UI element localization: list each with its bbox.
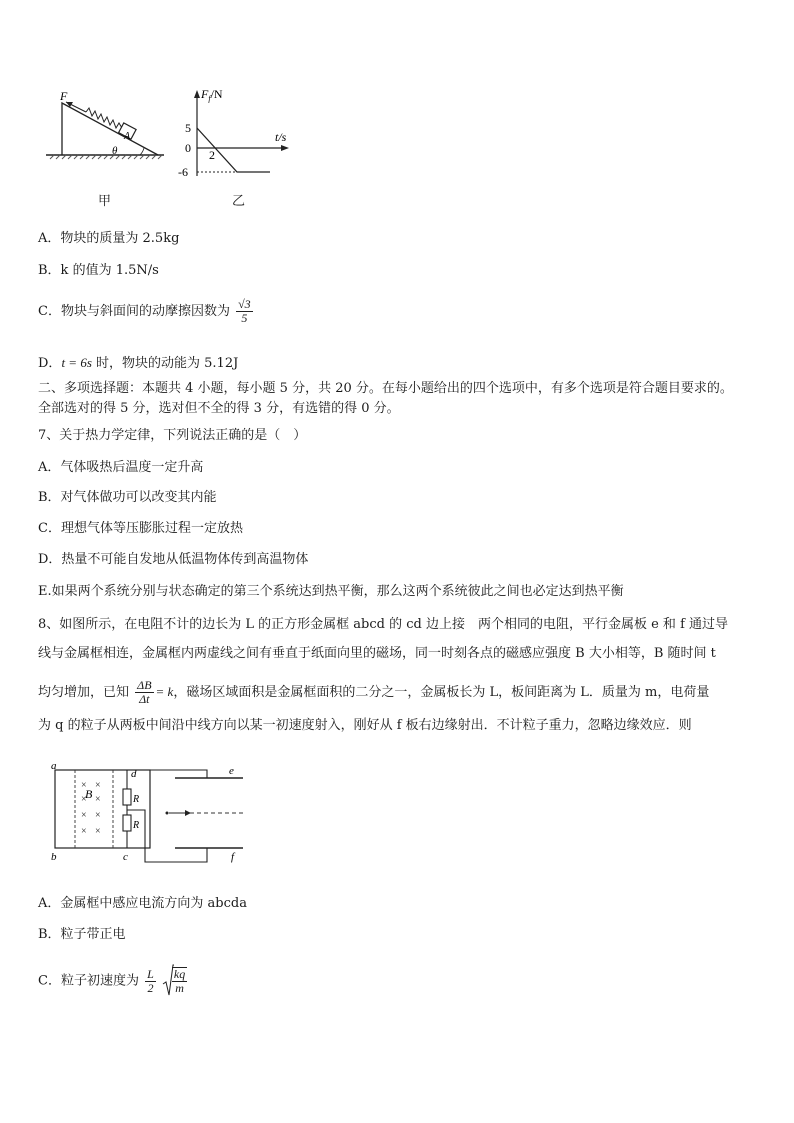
q8-stem-line4: 为 q 的粒子从两板中间沿中线方向以某一初速度射入，刚好从 f 板右边缘射出．不计粒子重力，忽略边缘效应．则 bbox=[38, 718, 692, 733]
svg-text:R: R bbox=[133, 794, 140, 805]
q6-option-c: C．物块与斜面间的动摩擦因数为 $\frac{√3}{5}$ bbox=[38, 297, 251, 325]
q8-option-a: A．金属框中感应电流方向为 abcda bbox=[38, 896, 247, 911]
q8-db-dt-fraction: $\frac{\Delta B}{\Delta t}$ bbox=[137, 678, 152, 706]
q7-option-a: A．气体吸热后温度一定升高 bbox=[38, 460, 204, 475]
circuit-label-b-field: B bbox=[85, 787, 93, 801]
q7-option-d: D．热量不可能自发地从低温物体传到高温物体 bbox=[38, 552, 309, 567]
graph-y-axis-label: $F_f/N$ bbox=[201, 87, 223, 103]
svg-text:×: × bbox=[95, 810, 101, 821]
figure-jia-caption: 甲 bbox=[98, 194, 112, 209]
q8-c-fraction: $\frac{L}{2}$ bbox=[147, 966, 154, 995]
svg-text:×: × bbox=[95, 780, 101, 791]
block-label: A bbox=[124, 131, 131, 142]
svg-text:×: × bbox=[81, 810, 87, 821]
svg-text:b: b bbox=[51, 851, 57, 863]
q8-stem-line1: 8、如图所示，在电阻不计的边长为 L 的正方形金属框 abcd 的 cd 边上接 两个相同的电阻，平行金属板 e 和 f 通过导 bbox=[38, 617, 729, 632]
graph-tick-minus6: -6 bbox=[178, 165, 188, 179]
svg-text:×: × bbox=[95, 826, 101, 837]
q7-option-e: E.如果两个系统分别与状态确定的第三个系统达到热平衡，那么这两个系统彼此之间也必定达到热平衡 bbox=[38, 584, 624, 599]
q7-option-b: B．对气体做功可以改变其内能 bbox=[38, 490, 217, 505]
q8-stem-line3: 均匀增加，已知 $\frac{\Delta B}{\Delta t}$ = k，磁场区域面积是金属框面积的二分之一，金属板长为 L，板间距离为 L．质量为 m，电荷量 bbox=[38, 678, 710, 706]
svg-text:×: × bbox=[81, 780, 87, 791]
force-label: F bbox=[60, 89, 68, 103]
svg-text:×: × bbox=[81, 794, 87, 805]
angle-label: θ bbox=[112, 145, 118, 157]
q6-option-b: B．k 的值为 1.5N/s bbox=[38, 263, 159, 278]
graph-tick-0: 0 bbox=[185, 141, 191, 155]
q8-option-b: B．粒子带正电 bbox=[38, 927, 126, 942]
figure-circuit bbox=[45, 760, 255, 865]
svg-text:a: a bbox=[51, 760, 57, 772]
section2-line1: 二、多项选择题：本题共 4 小题，每小题 5 分，共 20 分。在每小题给出的四个选项中，有多个选项是符合题目要求的。 bbox=[38, 381, 733, 396]
graph-tick-5: 5 bbox=[185, 121, 191, 135]
q6-option-a: A．物块的质量为 2.5kg bbox=[38, 231, 180, 246]
q8-stem-line2: 线与金属框相连，金属框内两虚线之间有垂直于纸面向里的磁场，同一时刻各点的磁感应强度 B 大小相等，B 随时间 t bbox=[38, 646, 716, 661]
figure-incline bbox=[40, 88, 170, 163]
svg-text:f: f bbox=[231, 851, 235, 863]
q8-option-c: C．粒子初速度为 $\frac{L}{2}$ $\frac{kq}{m}$ bbox=[38, 964, 189, 998]
q6-c-fraction: $\frac{√3}{5}$ bbox=[238, 297, 251, 325]
q8-c-sqrt: $\frac{kq}{m}$ bbox=[162, 964, 189, 998]
graph-tick-2: 2 bbox=[209, 148, 215, 162]
svg-text:×: × bbox=[81, 826, 87, 837]
svg-text:e: e bbox=[229, 765, 234, 777]
q7-stem: 7、关于热力学定律，下列说法正确的是（ ） bbox=[38, 428, 307, 443]
svg-text:×: × bbox=[95, 794, 101, 805]
figure-friction-graph bbox=[175, 84, 305, 184]
q7-option-c: C．理想气体等压膨胀过程一定放热 bbox=[38, 521, 243, 536]
svg-text:c: c bbox=[123, 851, 128, 863]
graph-x-axis-label: t/s bbox=[275, 130, 287, 144]
q6-option-d: D．t = 6s 时，物块的动能为 5.12J bbox=[38, 355, 239, 371]
svg-text:d: d bbox=[131, 768, 137, 780]
figure-yi-caption: 乙 bbox=[232, 194, 246, 209]
section2-line2: 全部选对的得 5 分，选对但不全的得 3 分，有选错的得 0 分。 bbox=[38, 401, 400, 416]
svg-text:R: R bbox=[133, 820, 140, 831]
